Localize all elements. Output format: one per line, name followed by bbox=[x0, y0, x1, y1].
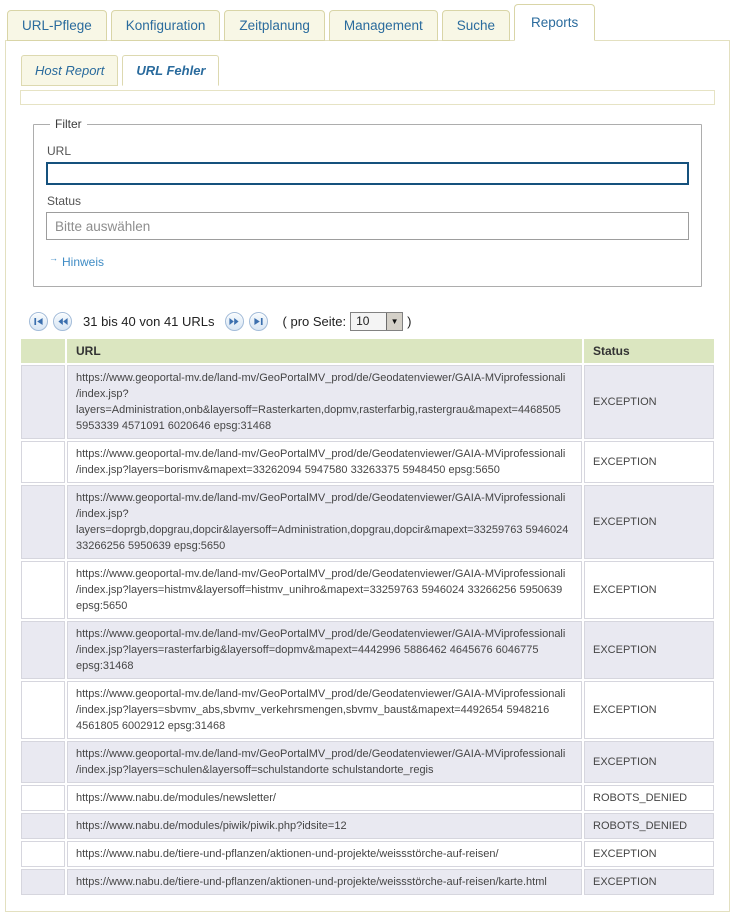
per-page-value: 10 bbox=[356, 314, 370, 328]
row-status-cell: EXCEPTION bbox=[584, 485, 714, 559]
table-row bbox=[21, 621, 714, 679]
message-strip bbox=[20, 90, 715, 105]
subtab-url-fehler[interactable]: URL Fehler bbox=[122, 55, 219, 86]
hinweis-arrow-icon: → bbox=[49, 253, 58, 263]
main-tabbar bbox=[0, 0, 735, 41]
tab-suche[interactable]: Suche bbox=[442, 10, 510, 41]
status-select-placeholder: Bitte auswählen bbox=[55, 219, 151, 234]
url-filter-input[interactable] bbox=[46, 162, 689, 185]
status-select[interactable] bbox=[46, 212, 689, 240]
row-select-cell bbox=[21, 841, 65, 867]
row-select-cell bbox=[21, 785, 65, 811]
per-page-suffix-label: ) bbox=[407, 314, 412, 329]
tab-url-pflege[interactable]: URL-Pflege bbox=[7, 10, 107, 41]
first-page-icon[interactable] bbox=[29, 312, 48, 331]
table-row bbox=[21, 681, 714, 739]
prev-page-icon[interactable] bbox=[53, 312, 72, 331]
table-row bbox=[21, 561, 714, 619]
row-url-cell: https://www.nabu.de/tiere-und-pflanzen/aktionen-und-projekte/weissstörche-auf-reisen/karte.html bbox=[67, 869, 582, 895]
pagination-bar bbox=[29, 312, 716, 331]
table-row bbox=[21, 741, 714, 783]
row-select-cell bbox=[21, 365, 65, 439]
row-url-cell: https://www.nabu.de/modules/newsletter/ bbox=[67, 785, 582, 811]
row-url-cell: https://www.geoportal-mv.de/land-mv/GeoPortalMV_prod/de/Geodatenviewer/GAIA-MViprofessionali /index.jsp?layers=doprgb,dopgrau,dopcir&layersoff=Administration,dopgrau,dopcir&mapext=33259763 5946024 33266256 5950639 epsg:5650 bbox=[67, 485, 582, 559]
per-page-select[interactable] bbox=[350, 312, 403, 331]
hinweis-link-label: Hinweis bbox=[62, 255, 105, 269]
table-row bbox=[21, 485, 714, 559]
row-status-cell: EXCEPTION bbox=[584, 841, 714, 867]
next-page-icon[interactable] bbox=[225, 312, 244, 331]
row-select-cell bbox=[21, 621, 65, 679]
row-url-cell: https://www.geoportal-mv.de/land-mv/GeoPortalMV_prod/de/Geodatenviewer/GAIA-MViprofessionali /index.jsp?layers=Administration,onb&layersoff=Rasterkarten,dopmv,rasterfarbig,rastergrau&mapext=4468505 5953339 4571091 6020646 epsg:31468 bbox=[67, 365, 582, 439]
row-select-cell bbox=[21, 813, 65, 839]
row-select-cell bbox=[21, 869, 65, 895]
filter-legend: Filter bbox=[55, 117, 82, 131]
row-url-cell: https://www.geoportal-mv.de/land-mv/GeoPortalMV_prod/de/Geodatenviewer/GAIA-MViprofessionali /index.jsp?layers=histmv&layersoff=histmv_unihro&mapext=33259763 5946024 33266256 5950639 epsg:5650 bbox=[67, 561, 582, 619]
table-row bbox=[21, 365, 714, 439]
row-url-cell: https://www.geoportal-mv.de/land-mv/GeoPortalMV_prod/de/Geodatenviewer/GAIA-MViprofessionali /index.jsp?layers=borismv&mapext=33262094 5947580 33263375 5948450 epsg:5650 bbox=[67, 441, 582, 483]
row-url-cell: https://www.nabu.de/tiere-und-pflanzen/aktionen-und-projekte/weissstörche-auf-reisen/ bbox=[67, 841, 582, 867]
filter-fieldset bbox=[33, 117, 702, 287]
status-filter-label: Status bbox=[47, 194, 82, 208]
row-status-cell: ROBOTS_DENIED bbox=[584, 785, 714, 811]
row-status-cell: EXCEPTION bbox=[584, 869, 714, 895]
table-row bbox=[21, 441, 714, 483]
header-url-column: URL bbox=[67, 339, 582, 363]
row-status-cell: EXCEPTION bbox=[584, 561, 714, 619]
per-page-prefix-label: ( pro Seite: bbox=[282, 314, 347, 329]
last-page-icon[interactable] bbox=[249, 312, 268, 331]
table-row bbox=[21, 841, 714, 867]
tab-zeitplanung[interactable]: Zeitplanung bbox=[224, 10, 325, 41]
url-filter-label: URL bbox=[47, 144, 72, 158]
table-row bbox=[21, 785, 714, 811]
table-row bbox=[21, 869, 714, 895]
row-url-cell: https://www.geoportal-mv.de/land-mv/GeoPortalMV_prod/de/Geodatenviewer/GAIA-MViprofessionali /index.jsp?layers=rasterfarbig&layersoff=dopmv&mapext=4442996 5886462 4645676 6046775 epsg:31468 bbox=[67, 621, 582, 679]
tab-reports[interactable]: Reports bbox=[514, 4, 595, 41]
table-row bbox=[21, 813, 714, 839]
subtab-host-report[interactable]: Host Report bbox=[21, 55, 118, 86]
row-select-cell bbox=[21, 741, 65, 783]
row-select-cell bbox=[21, 561, 65, 619]
table-header-row bbox=[21, 339, 714, 363]
report-subtabbar bbox=[19, 54, 716, 86]
row-status-cell: ROBOTS_DENIED bbox=[584, 813, 714, 839]
row-select-cell bbox=[21, 681, 65, 739]
row-status-cell: EXCEPTION bbox=[584, 365, 714, 439]
row-status-cell: EXCEPTION bbox=[584, 681, 714, 739]
row-status-cell: EXCEPTION bbox=[584, 441, 714, 483]
header-status-column: Status bbox=[584, 339, 714, 363]
row-url-cell: https://www.geoportal-mv.de/land-mv/GeoPortalMV_prod/de/Geodatenviewer/GAIA-MViprofessionali /index.jsp?layers=sbvmv_abs,sbvmv_verkehrsmengen,sbvmv_baust&mapext=4492654 5948216 4561805 6002912 epsg:31468 bbox=[67, 681, 582, 739]
pagination-range-text: 31 bis 40 von 41 URLs bbox=[83, 314, 215, 329]
table-body bbox=[21, 365, 714, 895]
row-status-cell: EXCEPTION bbox=[584, 741, 714, 783]
header-select-column bbox=[21, 339, 65, 363]
url-error-table bbox=[19, 337, 716, 897]
row-select-cell bbox=[21, 485, 65, 559]
row-select-cell bbox=[21, 441, 65, 483]
row-url-cell: https://www.nabu.de/modules/piwik/piwik.php?idsite=12 bbox=[67, 813, 582, 839]
row-url-cell: https://www.geoportal-mv.de/land-mv/GeoPortalMV_prod/de/Geodatenviewer/GAIA-MViprofessionali /index.jsp?layers=schulen&layersoff=schulstandorte schulstandorte_regis bbox=[67, 741, 582, 783]
tab-konfiguration[interactable]: Konfiguration bbox=[111, 10, 221, 41]
tab-management[interactable]: Management bbox=[329, 10, 438, 41]
hinweis-link[interactable] bbox=[49, 253, 104, 269]
row-status-cell: EXCEPTION bbox=[584, 621, 714, 679]
content-panel bbox=[5, 40, 730, 912]
per-page-control bbox=[283, 312, 412, 331]
dropdown-arrow-icon: ▼ bbox=[386, 313, 402, 330]
